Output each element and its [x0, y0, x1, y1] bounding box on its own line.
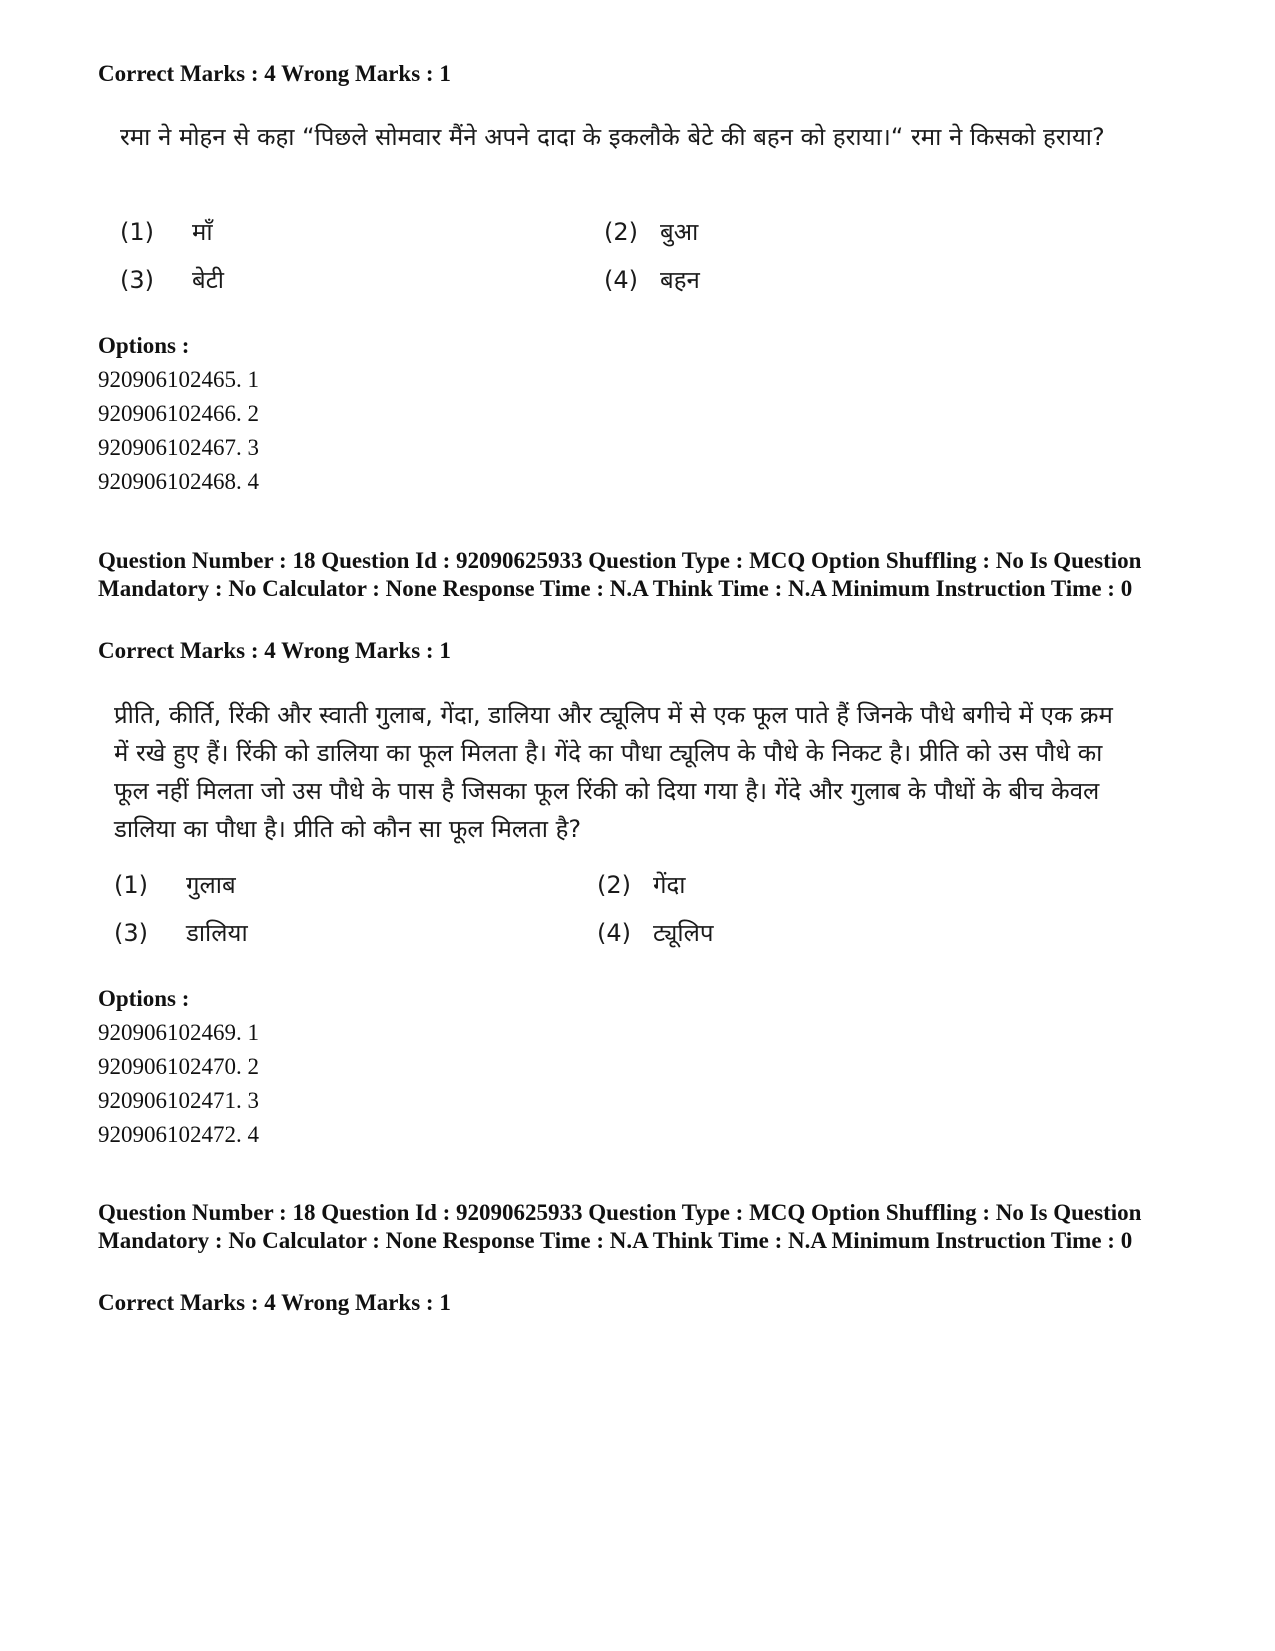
choice-number: (3) — [114, 919, 148, 947]
choice-2 — [604, 217, 698, 247]
options-label: Options : — [98, 986, 190, 1011]
option-id: 920906102468. 4 — [98, 469, 259, 494]
question-header: Question Number : 18 Question Id : 92090625933 Question Type : MCQ Option Shuffling : No Is Question Mandatory : No Calculator : None Response Time : N.A Think Time : N.A Minimum Instruction Time : 0 — [98, 1200, 1142, 1253]
choice-text: माँ — [192, 218, 213, 246]
choice-number: (1) — [120, 218, 154, 246]
question-header: Question Number : 18 Question Id : 92090625933 Question Type : MCQ Option Shuffling : No Is Question Mandatory : No Calculator : None Response Time : N.A Think Time : N.A Minimum Instruction Time : 0 — [98, 548, 1142, 601]
choice-number: (3) — [120, 266, 154, 294]
choice-number: (2) — [604, 218, 638, 246]
choice-number: (4) — [597, 919, 631, 947]
options-label: Options : — [98, 333, 190, 358]
choice-text: बहन — [660, 266, 700, 294]
choice-text: गुलाब — [186, 871, 236, 899]
question-text: प्रीति, कीर्ति, रिंकी और स्वाती गुलाब, गेंदा, डालिया और ट्यूलिप में से एक फूल पाते हैं जिनके पौधे बगीचे में एक क्रम में रखे हुए हैं। रिंकी को डालिया का फूल मिलता है। गेंदे का पौधा ट्यूलिप के पौधे के निकट है। प्रीति को उस पौधे का फूल नहीं मिलता जो उस पौधे के पास है जिसका फूल रिंकी को दिया गया है। गेंदे और गुलाब के पौधों के बीच केवल डालिया का पौधा है। प्रीति को कौन सा फूल मिलता है? — [114, 701, 1113, 843]
choice-text: ट्यूलिप — [653, 919, 714, 947]
question-text: रमा ने मोहन से कहा “पिछले सोमवार मैंने अपने दादा के इकलौके बेटे की बहन को हराया।“ रमा ने किसको हराया? — [120, 123, 1105, 151]
choice-text: बुआ — [660, 218, 699, 246]
marks-line: Correct Marks : 4 Wrong Marks : 1 — [98, 638, 451, 663]
choice-1 — [114, 870, 236, 900]
marks-line: Correct Marks : 4 Wrong Marks : 1 — [98, 1290, 451, 1315]
choice-text: बेटी — [192, 266, 225, 294]
choice-3 — [120, 265, 224, 295]
choice-text: डालिया — [186, 919, 248, 947]
choice-4 — [597, 918, 713, 948]
marks-line: Correct Marks : 4 Wrong Marks : 1 — [98, 61, 451, 86]
choice-3 — [114, 918, 248, 948]
option-id: 920906102466. 2 — [98, 401, 259, 426]
option-id: 920906102467. 3 — [98, 435, 259, 460]
choice-text: गेंदा — [653, 871, 686, 899]
option-id: 920906102470. 2 — [98, 1054, 259, 1079]
choice-number: (1) — [114, 871, 148, 899]
option-id: 920906102469. 1 — [98, 1020, 259, 1045]
choice-1 — [120, 217, 213, 247]
option-id: 920906102471. 3 — [98, 1088, 259, 1113]
option-id: 920906102465. 1 — [98, 367, 259, 392]
choice-number: (4) — [604, 266, 638, 294]
choice-number: (2) — [597, 871, 631, 899]
option-id: 920906102472. 4 — [98, 1122, 259, 1147]
choice-2 — [597, 870, 685, 900]
choice-4 — [604, 265, 700, 295]
